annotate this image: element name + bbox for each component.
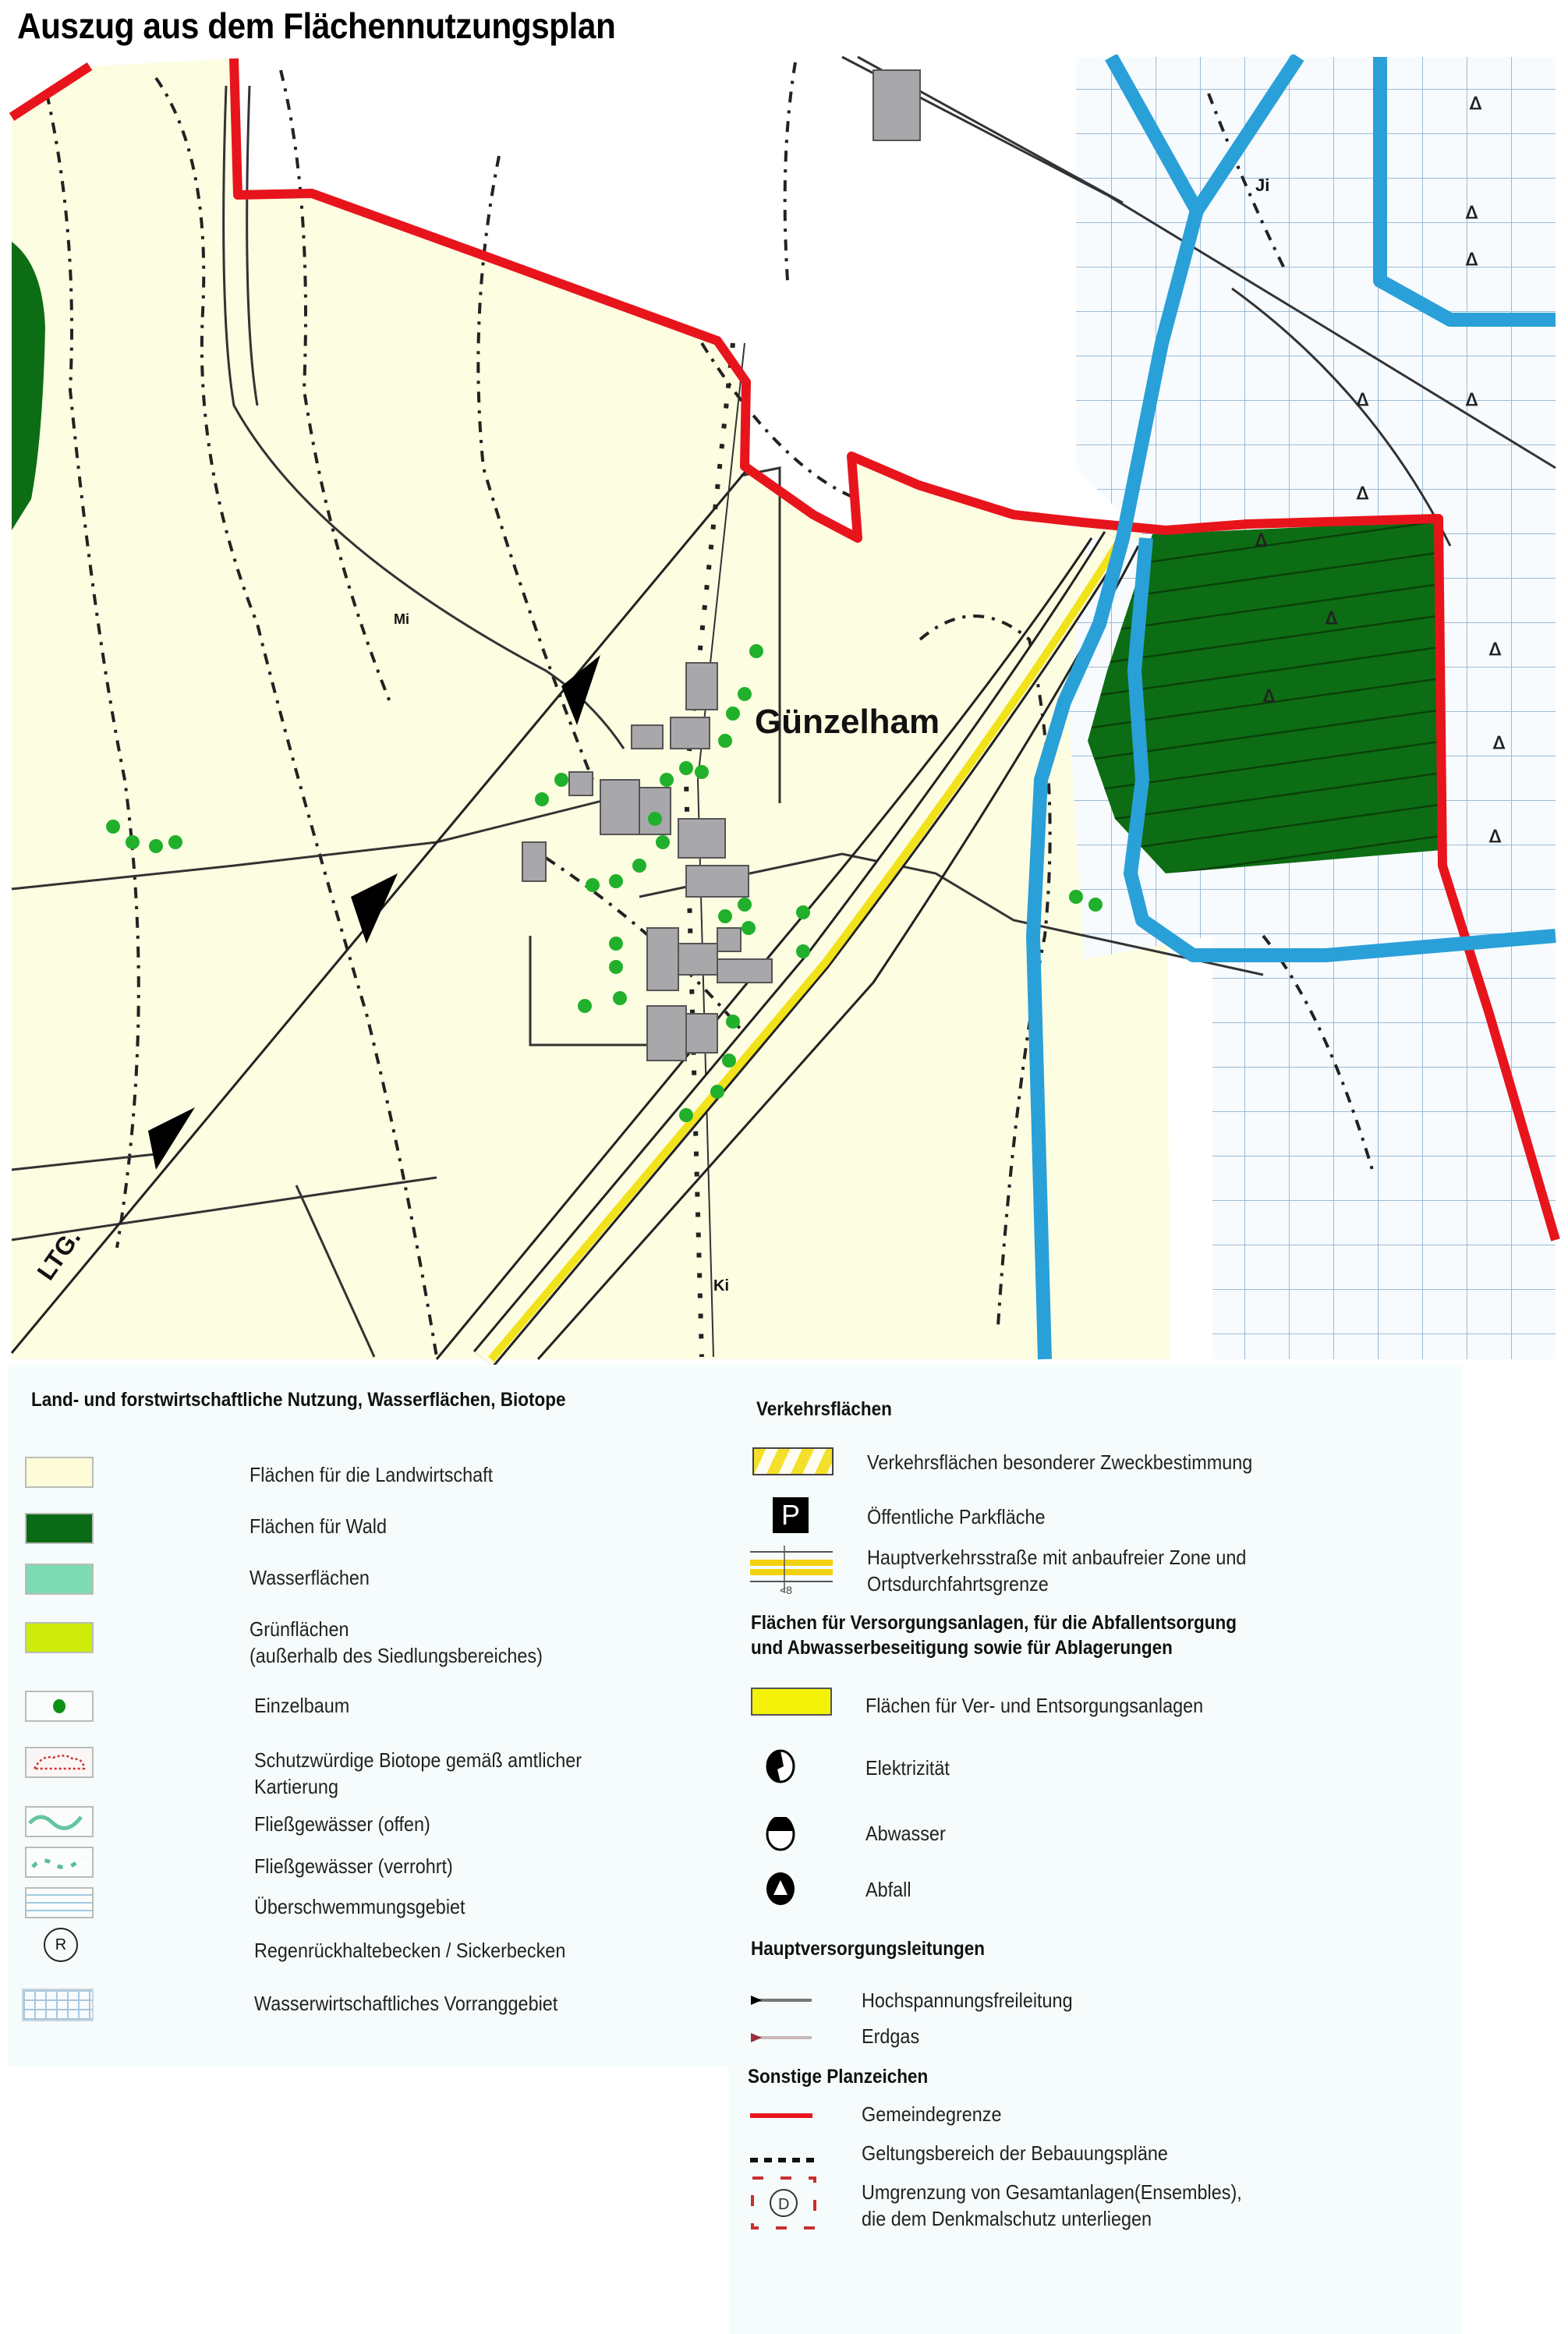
waste-icon <box>765 1872 796 1906</box>
legend-label: Hochspannungsfreileitung <box>862 1989 1073 2012</box>
swatch-forest-icon <box>25 1513 94 1544</box>
svg-text:ᐃ: ᐃ <box>1255 530 1268 550</box>
legend-label: Einzelbaum <box>254 1694 350 1717</box>
legend-label: Regenrückhaltebecken / Sickerbecken <box>254 1939 566 1962</box>
svg-text:ᐃ: ᐃ <box>1466 250 1478 269</box>
svg-text:D: D <box>778 2196 790 2213</box>
legend-label: Überschwemmungsgebiet <box>254 1895 465 1918</box>
svg-text:ᐃ: ᐃ <box>1263 686 1276 706</box>
gas-line-legend-icon <box>751 2032 813 2042</box>
special-traffic-area-icon <box>752 1447 834 1475</box>
legend-label: Geltungsbereich der Bebauungspläne <box>862 2141 1168 2165</box>
legend-label: Elektrizität <box>865 1756 950 1780</box>
water-priority-grid-icon <box>22 1989 94 2021</box>
dashed-plan-boundary-icon <box>750 2152 816 2157</box>
svg-text:ᐃ: ᐃ <box>1357 390 1369 409</box>
legend-label-line2: Ortsdurchfahrtsgrenze <box>867 1572 1049 1596</box>
legend-label: Abfall <box>865 1878 911 1901</box>
line-label-ltg: LTG. <box>31 1224 87 1285</box>
legend-right-panel <box>729 1365 1462 2334</box>
legend-label: Wasserwirtschaftliches Vorranggebiet <box>254 1992 558 2015</box>
piped-stream-icon <box>25 1847 94 1878</box>
biotope-icon <box>25 1747 94 1778</box>
legend-label: Gemeindegrenze <box>862 2102 1002 2126</box>
monument-ensemble-icon <box>750 2176 817 2230</box>
swatch-water-icon <box>25 1564 94 1595</box>
legend-heading-other: Sonstige Planzeichen <box>748 2066 929 2088</box>
legend-label-line2: die dem Denkmalschutz unterliegen <box>862 2207 1152 2230</box>
legend-label: Fließgewässer (verrohrt) <box>254 1854 453 1878</box>
map-label-ji: Ji <box>1255 175 1270 195</box>
legend-heading-utilities-line2: und Abwasserbeseitigung sowie für Ablagerungen <box>751 1637 1173 1659</box>
svg-text:ᐃ: ᐃ <box>1489 827 1502 846</box>
legend <box>0 1365 1568 2334</box>
legend-heading-supply-lines: Hauptversorgungsleitungen <box>751 1938 986 1960</box>
boundary-line-icon <box>750 2113 812 2118</box>
legend-label: Flächen für Ver- und Entsorgungsanlagen <box>865 1694 1204 1717</box>
legend-label: Wasserflächen <box>250 1566 370 1589</box>
svg-text:ᐃ: ᐃ <box>1493 733 1506 753</box>
swatch-green-space-icon <box>25 1622 94 1653</box>
legend-heading-utilities: Flächen für Versorgungsanlagen, für die Abfallentsorgung <box>751 1612 1237 1634</box>
legend-label: Schutzwürdige Biotope gemäß amtlicher <box>254 1748 582 1772</box>
land-use-map[interactable] <box>0 55 1568 1365</box>
main-road-icon <box>749 1546 834 1597</box>
svg-text:ᐃ: ᐃ <box>1326 608 1338 628</box>
legend-label: Erdgas <box>862 2024 920 2048</box>
legend-heading-traffic: Verkehrsflächen <box>756 1398 892 1420</box>
legend-left-panel <box>8 1365 729 2067</box>
legend-label: Fließgewässer (offen) <box>254 1812 430 1836</box>
flood-area-icon <box>25 1887 94 1918</box>
legend-label: Öffentliche Parkfläche <box>867 1505 1046 1528</box>
place-label-guenzelham: Günzelham <box>755 703 940 741</box>
page-title: Auszug aus dem Flächennutzungsplan <box>17 5 616 46</box>
map-label-ki: Ki <box>713 1277 729 1295</box>
svg-text:ᐃ: ᐃ <box>1489 639 1502 659</box>
legend-label: Flächen für Wald <box>250 1514 388 1538</box>
swatch-agriculture-icon <box>25 1457 94 1488</box>
map-label-mi: Mi <box>394 611 409 627</box>
wave-stream-icon <box>25 1806 94 1837</box>
electricity-icon <box>765 1749 796 1783</box>
legend-label: Umgrenzung von Gesamtanlagen(Ensembles), <box>862 2180 1242 2204</box>
svg-text:ᐃ: ᐃ <box>1357 483 1369 503</box>
svg-text:<8: <8 <box>780 1584 792 1596</box>
svg-text:ᐃ: ᐃ <box>1466 203 1478 222</box>
legend-label: Grünflächen <box>250 1617 349 1641</box>
legend-label-line2: (außerhalb des Siedlungsbereiches) <box>250 1644 543 1667</box>
legend-label: Flächen für die Landwirtschaft <box>250 1463 494 1486</box>
legend-label: Verkehrsflächen besonderer Zweckbestimmung <box>867 1450 1253 1474</box>
svg-text:ᐃ: ᐃ <box>1466 390 1478 409</box>
legend-label: Hauptverkehrsstraße mit anbaufreier Zone und <box>867 1546 1247 1569</box>
sewage-icon <box>765 1817 796 1851</box>
parking-icon: P <box>773 1497 809 1533</box>
power-line-legend-icon <box>751 1995 813 2004</box>
single-tree-icon <box>25 1691 94 1722</box>
legend-label: Abwasser <box>865 1822 946 1845</box>
legend-label-line2: Kartierung <box>254 1775 338 1798</box>
utility-area-icon <box>751 1688 832 1716</box>
legend-heading-land-use: Land- und forstwirtschaftliche Nutzung, Wasserflächen, Biotope <box>31 1389 566 1411</box>
svg-text:ᐃ: ᐃ <box>1470 94 1482 113</box>
retention-basin-icon: R <box>44 1928 78 1962</box>
